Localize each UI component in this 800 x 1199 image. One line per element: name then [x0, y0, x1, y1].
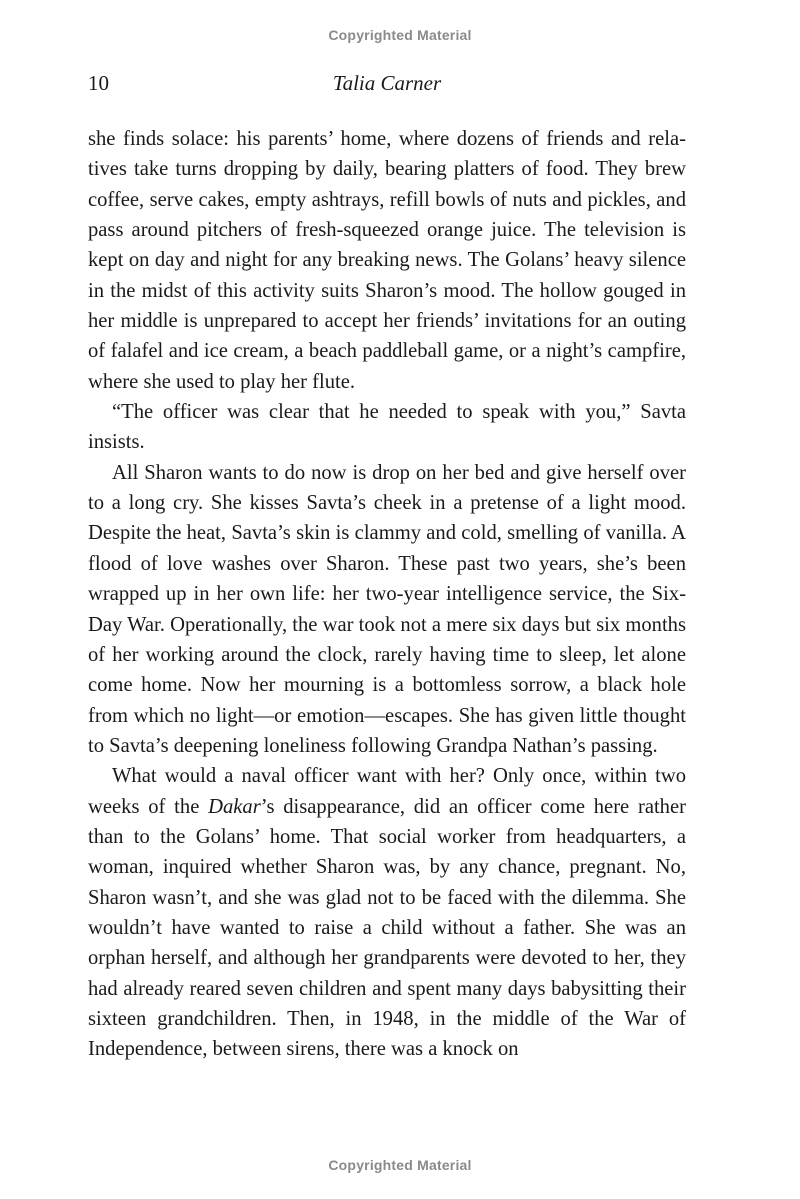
page-number: 10 — [88, 71, 109, 95]
copyright-watermark-bottom: Copyrighted Material — [328, 1157, 472, 1173]
paragraph-2: “The officer was clear that he needed to speak with you,” Savta insists. — [88, 401, 686, 454]
paragraph-4-end: ’s disappearance, did an officer come here rather than to the Golans’ home. That social worker from headquarters, a woman, inquired whether Sharon was, by any chance, pregnant. No, Sharon wasn’t, and she was glad not to be faced with the dilemma. She wouldn’t have wanted to raise a child without a father. She was an orphan herself, and although her grandparents were devoted to her, they had already reared seven children and spent many days babysitting their sixteen grandchildren. Then, in 1948, in the middle of the War of Independence, between sirens, there was a knock on — [88, 795, 686, 1061]
paragraph-4-start: What would a naval officer want with her? Only once, within two weeks of the — [88, 765, 686, 818]
body-text — [88, 124, 686, 1065]
author-name: Talia Carner — [332, 71, 442, 95]
running-head — [88, 71, 686, 101]
paragraph-1: she finds solace: his parents’ home, where dozens of friends and relatives take turns dropping by daily, bearing platters of food. They brew coffee, serve cakes, empty ashtrays, refill bowls of nuts and pickles, and pass around pitchers of fresh-squeezed orange juice. The television is kept on day and night for any breaking news. The Golans’ heavy silence in the midst of this activity suits Sharon’s mood. The hollow gouged in her middle is unprepared to accept her friends’ invitations for an outing of falafel and ice cream, a beach paddleball game, or a night’s campfire, where she used to play her flute. — [88, 128, 686, 393]
paragraph-4 — [88, 761, 686, 1064]
paragraph-3: All Sharon wants to do now is drop on her bed and give herself over to a long cry. She kisses Savta’s cheek in a pretense of a light mood. Despite the heat, Savta’s skin is clammy and cold, smelling of vanilla. A flood of love washes over Sharon. These past two years, she’s been wrapped up in her own life: her two-year intelligence service, the Six-Day War. Operationally, the war took not a mere six days but six months of her working around the clock, rarely having time to sleep, let alone come home. Now her mourning is a bottomless sorrow, a black hole from which no light—or emotion—escapes. She has given little thought to Savta’s deepening loneliness following Grandpa Nathan’s passing. — [88, 461, 686, 757]
copyright-watermark-top: Copyrighted Material — [328, 27, 472, 43]
ship-name-italic: Dakar — [208, 795, 261, 818]
